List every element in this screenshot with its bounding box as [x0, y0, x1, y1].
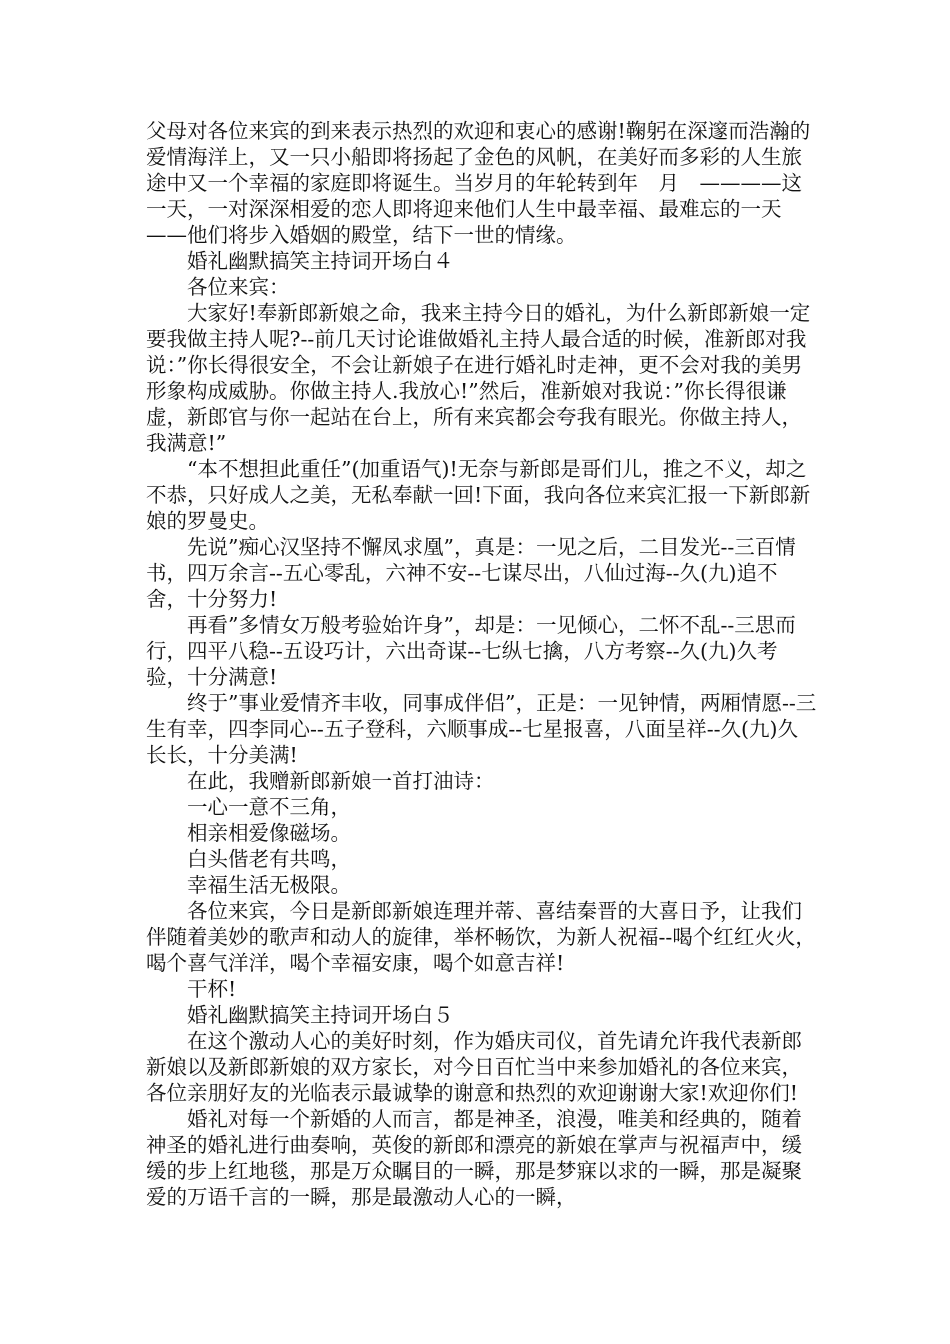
poem-line: 相亲相爱像磁场。 [187, 821, 351, 845]
paragraph: “本不想担此重任”(加重语气)!无奈与新郎是哥们儿，推之不义，却之不恭，只好成人之美，无私奉献一回!下面，我向各位来宾汇报一下新郎新娘的罗曼史。 [146, 457, 811, 533]
section-heading: 婚礼幽默搞笑主持词开场白５ [187, 1003, 454, 1027]
paragraph: 干杯! [187, 977, 237, 1001]
paragraph: 终于”事业爱情齐丰收，同事成伴侣”，正是：一见钟情，两厢情愿--三生有幸，四李同心--五子登科，六顺事成--七星报喜，八面呈祥--久(九)久长长，十分美满! [146, 691, 817, 767]
paragraph: 父母对各位来宾的到来表示热烈的欢迎和衷心的感谢!鞠躬在深邃而浩瀚的爱情海洋上，又一只小船即将扬起了金色的风帆，在美好而多彩的人生旅途中又一个幸福的家庭即将诞生。当岁月的年轮转到年 月 ————这一天，一对深深相爱的恋人即将迎来他们人生中最幸福、最难忘的一天——他们将步入婚姻的殿堂，结下一世的情缘。 [146, 119, 811, 247]
paragraph: 在此，我赠新郎新娘一首打油诗： [187, 769, 495, 793]
poem-line: 幸福生活无极限。 [187, 873, 351, 897]
paragraph: 再看”多情女万般考验始许身”，却是：一见倾心，二怀不乱--三思而行，四平八稳--五设巧计，六出奇谋--七纵七擒，八方考察--久(九)久考验，十分满意! [146, 613, 796, 689]
paragraph: 在这个激动人心的美好时刻，作为婚庆司仪，首先请允许我代表新郎新娘以及新郎新娘的双方家长，对今日百忙当中来参加婚礼的各位来宾，各位亲朋好友的光临表示最诚挚的谢意和热烈的欢迎谢谢大家!欢迎你们! [146, 1029, 802, 1105]
paragraph: 婚礼对每一个新婚的人而言，都是神圣，浪漫，唯美和经典的，随着神圣的婚礼进行曲奏响，英俊的新郎和漂亮的新娘在掌声与祝福声中，缓缓的步上红地毯，那是万众瞩目的一瞬，那是梦寐以求的一瞬，那是凝聚爱的万语千言的一瞬，那是最激动人心的一瞬， [146, 1107, 802, 1209]
paragraph: 大家好!奉新郎新娘之命，我来主持今日的婚礼，为什么新郎新娘一定要我做主持人呢?--前几天讨论谁做婚礼主持人最合适的时候，准新郎对我说：”你长得很安全，不会让新娘子在进行婚礼时走神，更不会对我的美男形象构成威胁。你做主持人.我放心!”然后，准新娘对我说：”你长得很谦虚，新郎官与你一起站在台上，所有来宾都会夸我有眼光。你做主持人，我满意!” [146, 301, 811, 455]
paragraph: 各位来宾： [187, 275, 290, 299]
poem-line: 白头偕老有共鸣， [187, 847, 351, 871]
document-page [146, 118, 818, 1210]
poem-line: 一心一意不三角， [187, 795, 351, 819]
paragraph: 各位来宾，今日是新郎新娘连理并蒂、喜结秦晋的大喜日予，让我们伴随着美妙的歌声和动人的旋律，举杯畅饮，为新人祝福--喝个红红火火，喝个喜气洋洋，喝个幸福安康，喝个如意吉祥! [146, 899, 816, 975]
paragraph: 先说”痴心汉坚持不懈凤求凰”，真是：一见之后，二目发光--三百情书，四万余言--五心零乱，六神不安--七谋尽出，八仙过海--久(九)追不舍，十分努力! [146, 535, 796, 611]
section-heading: 婚礼幽默搞笑主持词开场白４ [187, 249, 454, 273]
